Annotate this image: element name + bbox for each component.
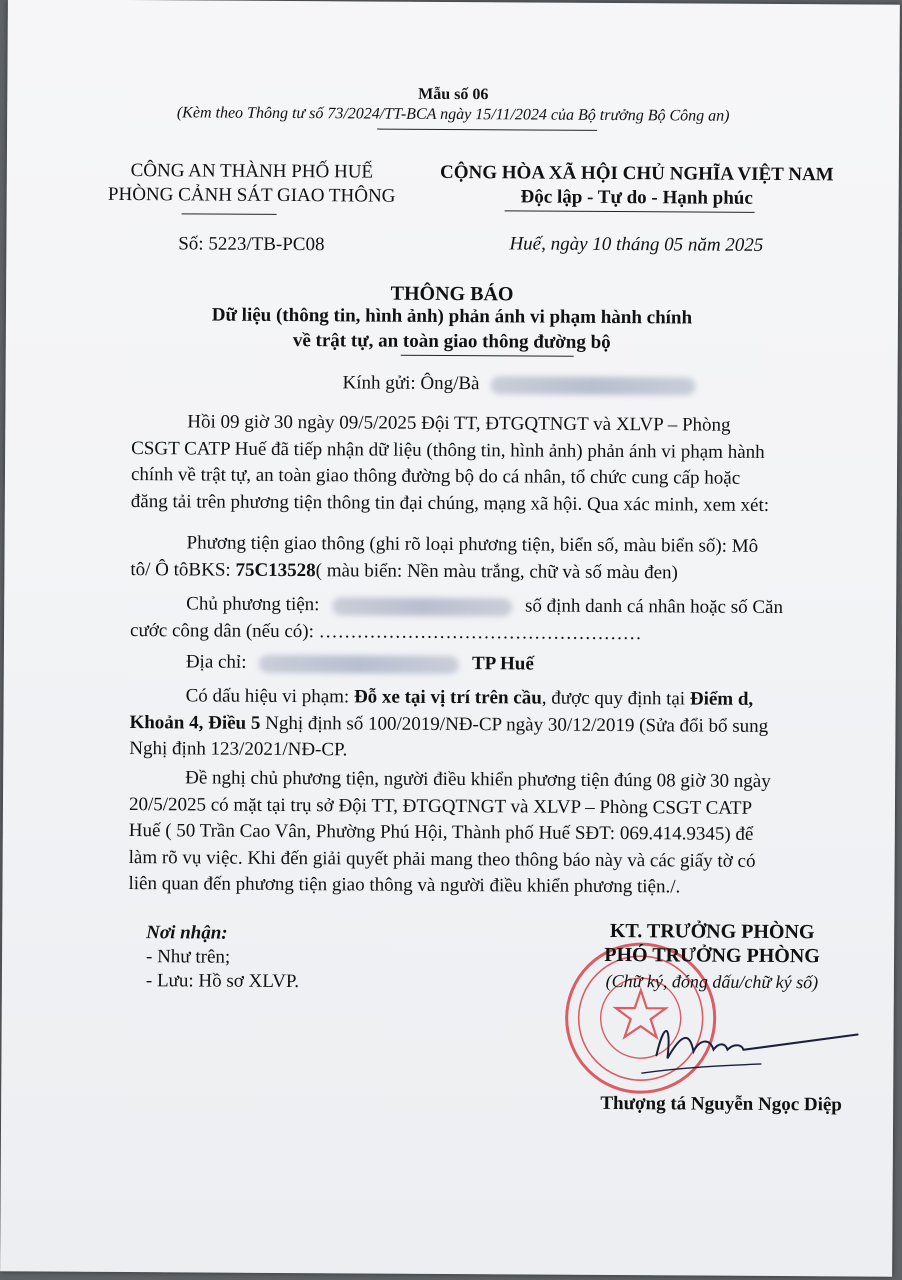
signer-name: Thượng tá Nguyễn Ngọc Diệp <box>600 1092 842 1116</box>
violation-clause-point: Điểm d, <box>689 688 754 710</box>
violation-label: Có dấu hiệu vi phạm: <box>185 685 355 708</box>
motto-underline <box>505 210 755 213</box>
request-paragraph <box>128 765 809 902</box>
address-label: Địa chỉ: <box>185 651 247 673</box>
nation-name: CỘNG HÒA XÃ HỘI CHỦ NGHĨA VIỆT NAM <box>439 161 834 186</box>
form-number: Mẫu số 06 <box>418 85 489 104</box>
owner-label: Chủ phương tiện: <box>186 593 320 616</box>
intro-line: CSGT CATP Huế đã tiếp nhận dữ liệu (thông tin, hình ảnh) phản ánh vi phạm hành <box>131 437 765 463</box>
violation-paragraph <box>129 683 809 767</box>
violation-line-2 <box>129 710 809 741</box>
signer-role-1: KT. TRƯỞNG PHÒNG <box>609 919 815 944</box>
place-date: Huế, ngày 10 tháng 05 năm 2025 <box>509 233 764 256</box>
request-line: 20/5/2025 có mặt tại trụ sở Đội TT, ĐTGQTNGT và XLVP – Phòng CSGT CATP <box>128 793 753 819</box>
owner-id-label: số định danh cá nhân hoặc số Căn <box>524 595 784 619</box>
violation-line-3: Nghị định 123/2021/NĐ-CP. <box>129 738 348 761</box>
request-line: Huế ( 50 Trần Cao Vân, Phường Phú Hội, Thành phố Huế SĐT: 069.414.9345) để <box>128 820 754 845</box>
request-line: liên quan đến phương tiện giao thông và người điều khiển phương tiện./. <box>128 873 681 898</box>
document-number: Số: 5223/TB-PC08 <box>178 233 325 256</box>
greeting-label: Kính gửi: Ông/Bà <box>342 372 480 395</box>
nation-motto: Độc lập - Tự do - Hạnh phúc <box>520 186 753 209</box>
recipient-item: - Lưu: Hồ sơ XLVP. <box>145 970 300 993</box>
intro-line: chính về trật tự, an toàn giao thông đường bộ do cá nhân, tổ chức cung cấp hoặc <box>130 464 741 489</box>
agency-underline <box>182 213 277 215</box>
notice-title: THÔNG BÁO <box>390 282 514 306</box>
recipients-title: Nơi nhận: <box>146 922 228 944</box>
signer-role-2: PHÓ TRƯỞNG PHÒNG <box>604 943 820 968</box>
intro-line: đăng tải trên phương tiện thông tin đại chúng, mạng xã hội. Qua xác minh, xem xét: <box>130 490 770 516</box>
vehicle-type: tô/ Ô tôBKS: <box>130 558 236 581</box>
redacted-owner <box>332 597 512 616</box>
vehicle-line-2 <box>130 557 810 588</box>
notice-subtitle-1: Dữ liệu (thông tin, hình ảnh) phản ánh vi phạm hành chính <box>211 304 693 329</box>
redacted-name <box>490 376 695 395</box>
handwritten-signature-icon <box>601 1003 871 1085</box>
violation-act: Đỗ xe tại vị trí trên cầu <box>353 686 542 709</box>
vehicle-line: Phương tiện giao thông (ghi rõ loại phương tiện, biển số, màu biển số): Mô <box>186 532 759 557</box>
address-city: TP Huế <box>471 653 534 675</box>
plate-number: 75C13528 <box>235 559 316 581</box>
owner-paragraph <box>130 591 810 648</box>
violation-clause-article: Khoản 4, Điều 5 <box>129 711 261 734</box>
violation-line-1 <box>130 683 810 714</box>
plate-color: ( màu biển: Nền màu trắng, chữ và số màu đen) <box>315 559 678 583</box>
header-divider <box>377 129 597 131</box>
signature-note: (Chữ ký, đóng dấu/chữ ký số) <box>605 970 819 993</box>
intro-line: Hồi 09 giờ 30 ngày 09/5/2025 Đội TT, ĐTGQTNGT và XLVP – Phòng <box>187 411 731 436</box>
request-line: Đề nghị chủ phương tiện, người điều khiển phương tiện đúng 08 giờ 30 ngày <box>185 767 771 792</box>
agency-name: CÔNG AN THÀNH PHỐ HUẾ <box>130 160 374 183</box>
title-underline <box>401 355 574 357</box>
notice-subtitle-2: về trật tự, an toàn giao thông đường bộ <box>292 330 611 353</box>
violation-decree: Nghị định số 100/2019/NĐ-CP ngày 30/12/2019 (Sửa đổi bổ sung <box>260 712 769 737</box>
address-line <box>186 651 534 675</box>
vehicle-paragraph <box>130 530 810 587</box>
violation-mid: , được quy định tại <box>541 687 690 710</box>
intro-paragraph <box>131 409 812 519</box>
owner-id-line: cước công dân (nếu có): …………………………………………… <box>129 619 642 644</box>
redacted-address <box>259 654 459 673</box>
agency-department: PHÒNG CẢNH SÁT GIAO THÔNG <box>107 183 396 207</box>
owner-line-1 <box>130 591 810 622</box>
greeting <box>342 372 695 396</box>
request-line: làm rõ vụ việc. Khi đến giải quyết phải mang theo thông báo này và các giấy tờ có <box>128 846 756 872</box>
recipient-item: - Như trên; <box>145 946 231 968</box>
form-note: (Kèm theo Thông tư số 73/2024/TT-BCA ngày 15/11/2024 của Bộ trưởng Bộ Công an) <box>176 104 730 125</box>
